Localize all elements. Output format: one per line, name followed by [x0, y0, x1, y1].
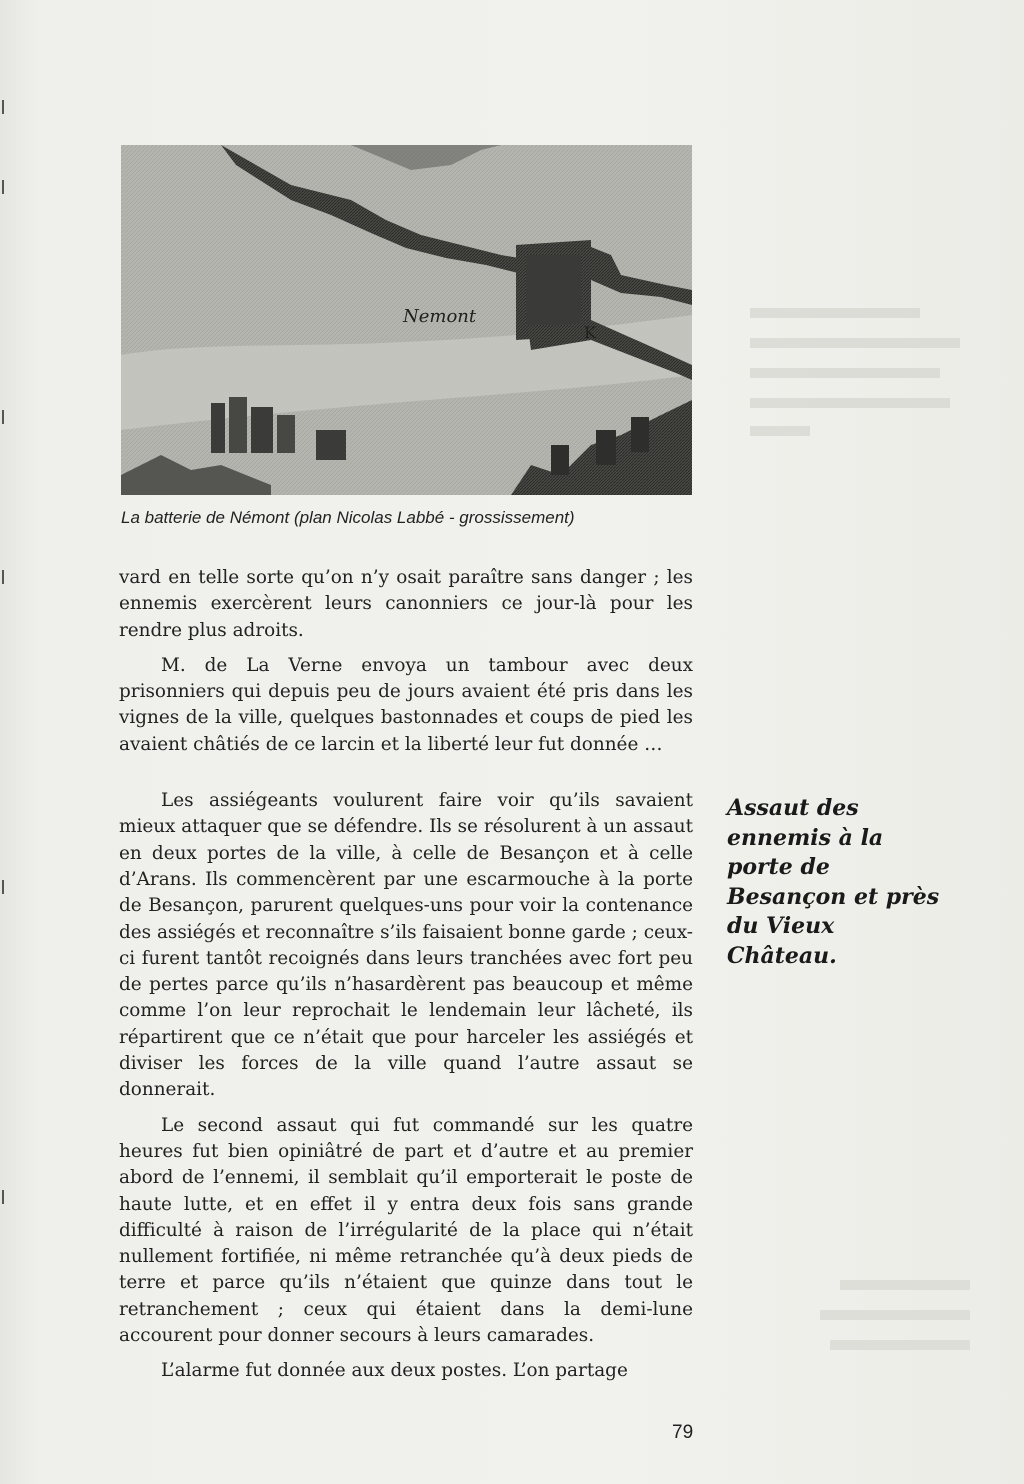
main-text-column [119, 565, 693, 1385]
page-number: 79 [672, 1422, 694, 1443]
map-engraving [121, 145, 692, 495]
paragraph: Le second assaut qui fut commandé sur les quatre heures fut bien opiniâtré de part et d’autre et au premier abord de l’ennemi, il semblait qu’il emporterait le poste de haute lutte, et en effet il y entra deux fois sans grande difficulté à raison de l’irrégularité de la place qui n’était nullement fortifiée, ni même retranchée qu’à deux pieds de terre et parce qu’ils n’étaient que quinze dans tout le retranchement ; ceux qui étaient dans la demi-lune accourent pour donner secours à leurs camarades. [119, 1114, 693, 1347]
margin-note-line: Assaut des [727, 795, 859, 821]
margin-note [727, 794, 977, 971]
map-engraving-figure [121, 145, 692, 495]
map-letter-k: K [584, 323, 596, 342]
figure-caption: La batterie de Némont (plan Nicolas Labbé - grossissement) [121, 508, 575, 527]
binding-mark [2, 180, 4, 194]
binding-mark [2, 1190, 4, 1204]
margin-note-line: ennemis à la [727, 824, 884, 851]
paragraph: L’alarme fut donnée aux deux postes. L’on partage [161, 1360, 628, 1382]
binding-mark [2, 410, 4, 424]
margin-note-line: Château. [727, 942, 837, 969]
binding-mark [2, 100, 4, 114]
paragraph: vard en telle sorte qu’on n’y osait paraître sans danger ; les ennemis exercèrent leurs canonniers ce jour-là pour les rendre plus adroits. [119, 567, 693, 641]
margin-note-line: du Vieux [727, 913, 835, 939]
paragraph: Les assiégeants voulurent faire voir qu’ils savaient mieux attaquer que se défendre. Ils se résolurent à un assaut en deux portes de la ville, à celle de Besançon et à celle d’Arans. Ils commencèrent par une escarmouche à la porte de Besançon, parurent quelques-uns pour voir la contenance des assiégés et reconnaître s’ils faisaient bonne garde ; ceux-ci furent tantôt recoignés dans leurs tranchées avec fort peu de pertes parce qu’ils n’hasardèrent pas beaucoup et même comme l’on leur reprochait le lendemain leur lâcheté, ils répartirent que ce n’était que pour harceler les assiégés et diviser les forces de la ville quand l’autre assaut se donnerait. [119, 790, 693, 1101]
margin-note-line: Besançon et près [727, 883, 940, 910]
binding-mark [2, 570, 4, 584]
binding-mark [2, 880, 4, 894]
margin-note-line: porte de [727, 854, 830, 880]
paragraph: M. de La Verne envoya un tambour avec deux prisonniers qui depuis peu de jours avaient été pris dans les vignes de la ville, quelques bastonnades et coups de pied les avaient châtiés de ce larcin et la liberté leur fut donnée … [119, 654, 693, 755]
map-label-nemont: Nemont [403, 306, 477, 327]
